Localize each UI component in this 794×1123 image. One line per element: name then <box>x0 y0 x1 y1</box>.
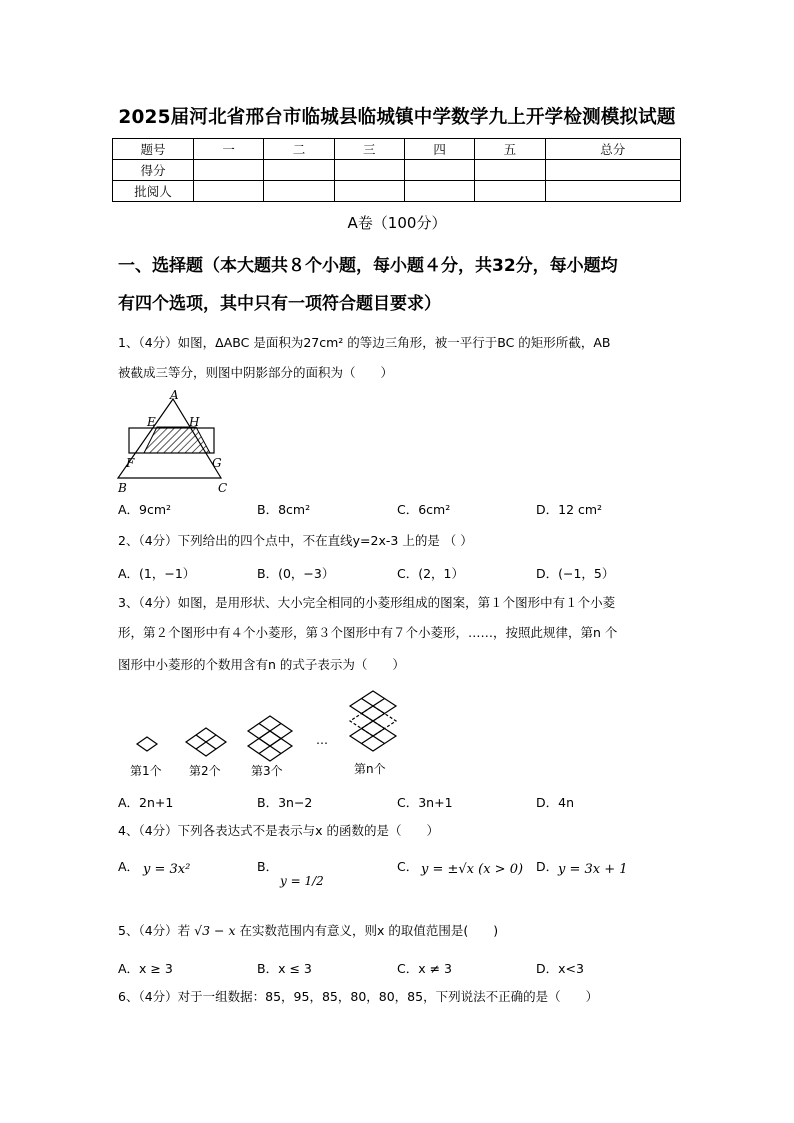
score-cell[interactable] <box>264 181 334 202</box>
q1-label-h: H <box>189 415 200 429</box>
score-table <box>112 138 681 202</box>
q1-label-c: C <box>218 481 228 495</box>
score-table-header-row <box>113 139 681 160</box>
q1-label-g: G <box>212 456 222 470</box>
score-cell[interactable] <box>334 160 404 181</box>
q3-text-line1: 3、（4分）如图，是用形状、大小完全相同的小菱形组成的图案，第１个图形中有１个小菱 <box>118 595 616 610</box>
q3-figure-2 <box>186 728 226 756</box>
q4-option-b-letter[interactable]: B． <box>257 859 279 874</box>
q2-option-b[interactable]: B．(0，−3） <box>257 566 335 581</box>
score-header-cell: 五 <box>475 139 545 160</box>
score-table-row <box>113 160 681 181</box>
q5-text <box>118 916 498 946</box>
score-cell[interactable] <box>475 181 545 202</box>
q2-text: 2、（4分）下列给出的四个点中，不在直线y=2x-3 上的是 （ ） <box>118 533 473 548</box>
q1-label-f: F <box>126 456 135 470</box>
score-cell[interactable] <box>404 160 474 181</box>
q2-option-d[interactable]: D．(−1，5） <box>536 566 615 581</box>
section-title: A卷（100分） <box>347 214 447 232</box>
score-row-label: 得分 <box>113 160 194 181</box>
q5-radical: √3 − x <box>194 923 236 938</box>
q5-suffix: 在实数范围内有意义，则x 的取值范围是( ) <box>239 923 499 938</box>
q5-prefix: 5、（4分）若 <box>118 923 191 938</box>
score-cell[interactable] <box>264 160 334 181</box>
q5-option-d[interactable]: D．x<3 <box>536 961 584 976</box>
q1-option-d[interactable]: D．12 cm² <box>536 502 603 517</box>
q3-text-line3: 图形中小菱形的个数用含有n 的式子表示为（ ） <box>118 657 405 672</box>
score-table-row <box>113 181 681 202</box>
score-header-cell: 四 <box>404 139 474 160</box>
score-cell[interactable] <box>194 181 264 202</box>
score-cell[interactable] <box>404 181 474 202</box>
q3-option-c[interactable]: C．3n+1 <box>397 795 453 810</box>
q2-option-c[interactable]: C．(2，1） <box>397 566 465 581</box>
score-cell[interactable] <box>194 160 264 181</box>
q3-option-b[interactable]: B．3n−2 <box>257 795 313 810</box>
score-cell[interactable] <box>334 181 404 202</box>
exam-title: 2025届河北省邢台市临城县临城镇中学数学九上开学检测模拟试题 <box>118 107 676 128</box>
q1-option-b[interactable]: B．8cm² <box>257 502 311 517</box>
q1-label-a: A <box>170 388 179 402</box>
q3-caption-n: 第n个 <box>354 762 386 776</box>
q5-option-b[interactable]: B．x ≤ 3 <box>257 961 312 976</box>
q1-label-e: E <box>147 415 156 429</box>
q3-caption-3: 第3个 <box>251 764 283 778</box>
q1-label-b: B <box>118 481 127 495</box>
q4-option-d-letter[interactable]: D． <box>536 859 559 874</box>
q2-option-a[interactable]: A．(1，−1） <box>118 566 196 581</box>
q6-text: 6、（4分）对于一组数据：85，95，85，80，80，85，下列说法不正确的是（ ） <box>118 989 599 1004</box>
q4-option-a-letter[interactable]: A． <box>118 859 140 874</box>
score-header-cell: 一 <box>194 139 264 160</box>
score-cell[interactable] <box>545 181 680 202</box>
q3-text-line2: 形，第２个图形中有４个小菱形，第３个图形中有７个小菱形，……，按照此规律，第n 个 <box>118 625 618 640</box>
score-header-cell: 题号 <box>113 139 194 160</box>
q1-shaded-region <box>144 427 210 453</box>
q3-figure-1 <box>137 737 157 751</box>
q1-option-c[interactable]: C．6cm² <box>397 502 451 517</box>
q3-option-a[interactable]: A．2n+1 <box>118 795 174 810</box>
q4-formula-b: y = 1/2 <box>280 874 324 888</box>
q5-option-c[interactable]: C．x ≠ 3 <box>397 961 452 976</box>
q1-text-line1: 1、（4分）如图，ΔABC 是面积为27cm² 的等边三角形，被一平行于BC 的矩形所截，AB <box>118 335 611 350</box>
score-header-cell: 三 <box>334 139 404 160</box>
q3-option-d[interactable]: D．4n <box>536 795 575 810</box>
q3-figure-n <box>350 691 396 751</box>
q4-text: 4、（4分）下列各表达式不是表示与x 的函数的是（ ） <box>118 823 440 838</box>
q3-ellipsis: … <box>316 733 328 747</box>
q1-option-a[interactable]: A．9cm² <box>118 502 172 517</box>
q3-figure-3 <box>248 716 292 761</box>
q1-text-line2: 被截成三等分，则图中阴影部分的面积为（ ） <box>118 365 394 380</box>
q1-triangle-figure <box>115 388 235 496</box>
score-row-label: 批阅人 <box>113 181 194 202</box>
q4-formula-c: y = ±√x (x > 0) <box>421 862 524 877</box>
q4-option-c-letter[interactable]: C． <box>397 859 419 874</box>
score-header-cell: 总分 <box>545 139 680 160</box>
q4-formula-d: y = 3x + 1 <box>558 862 628 877</box>
score-header-cell: 二 <box>264 139 334 160</box>
score-cell[interactable] <box>475 160 545 181</box>
q3-caption-2: 第2个 <box>189 764 221 778</box>
part-heading-line2: 有四个选项，其中只有一项符合题目要求） <box>118 294 441 314</box>
score-cell[interactable] <box>545 160 680 181</box>
q3-caption-1: 第1个 <box>130 764 162 778</box>
part-heading-line1: 一、选择题（本大题共８个小题，每小题４分，共32分，每小题均 <box>118 256 618 276</box>
q5-option-a[interactable]: A．x ≥ 3 <box>118 961 173 976</box>
q4-formula-a: y = 3x² <box>143 862 191 877</box>
